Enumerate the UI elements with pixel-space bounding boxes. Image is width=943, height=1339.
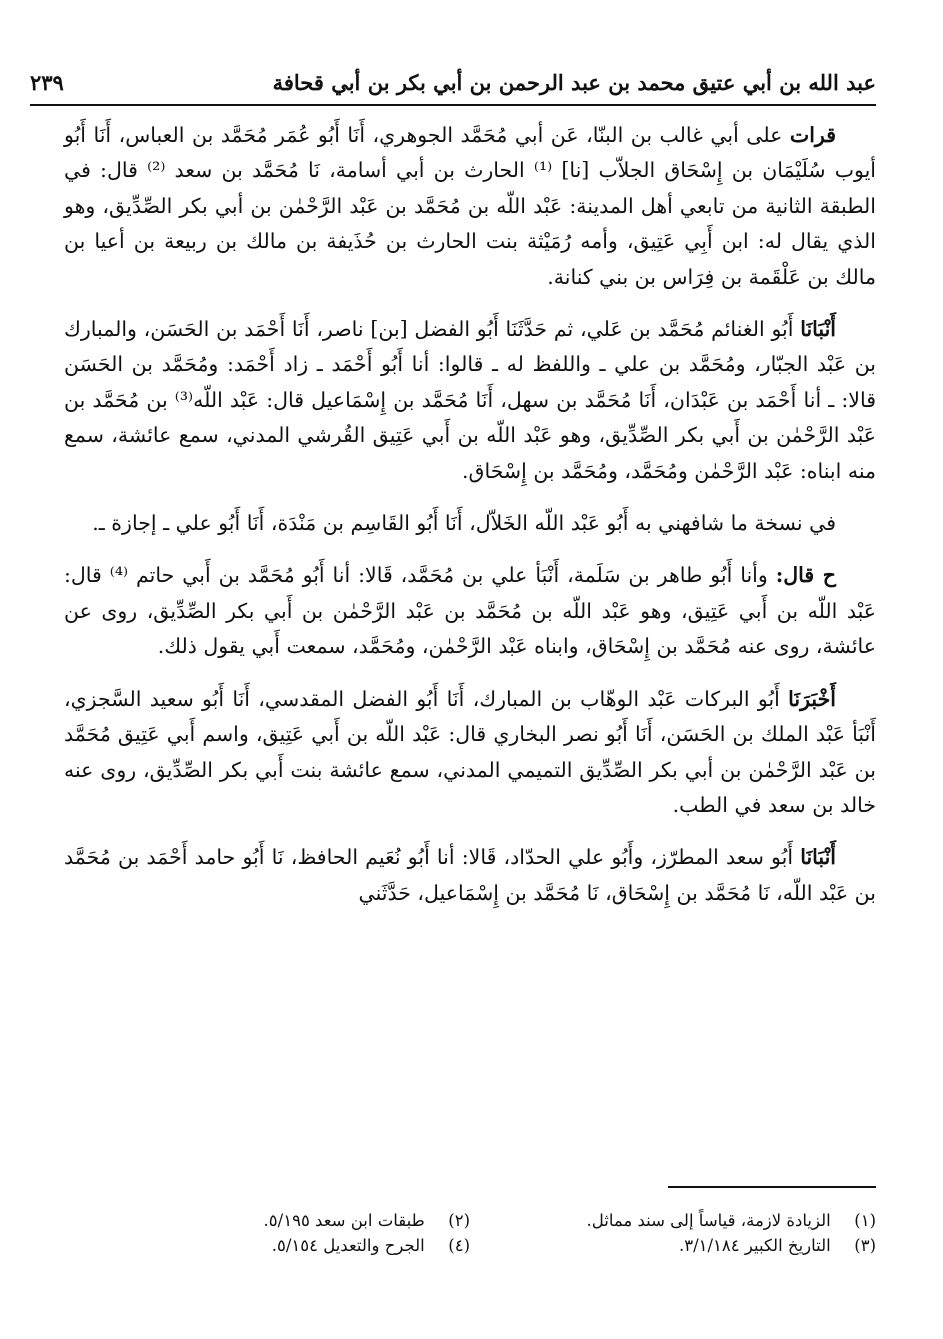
footnote-number: (٣) xyxy=(854,1236,876,1255)
footnote-number: (٤) xyxy=(448,1236,470,1255)
paragraph xyxy=(64,840,876,911)
footnote-text: التاريخ الكبير ٣/١/١٨٤. xyxy=(678,1236,831,1255)
footnote-divider xyxy=(668,1186,876,1188)
paragraph xyxy=(64,506,876,541)
paragraph-lead: أَخْبَرَنَا xyxy=(788,686,836,711)
paragraph-text: أَبُو الغنائم مُحَمَّد بن عَلي، ثم حَدَّثَنَا أَبُو الفضل [بن] ناصر، أَنَا أَحْمَد بن الحَسَن، والمبارك بن عَبْد الجبّار، ومُحَمَّد بن علي ـ واللفظ له ـ قالوا: أنا أَبُو أَحْمَد ـ زاد أَحْمَد: ومُحَمَّد بن الحَسَن قالا: ـ أنا أَحْمَد بن عَبْدَان، أَنَا مُحَمَّد بن سهل، أَنَا مُحَمَّد بن إِسْمَاعيل قال: عَبْد اللّه⁽³⁾ بن مُحَمَّد بن عَبْد الرَّحْمٰن بن أَبي بكر الصِّدِّيق، وهو عَبْد اللّه بن أَبي عَتِيق القُرشي المدني، سمع عائشة، سمع منه ابناه: عَبْد الرَّحْمٰن ومُحَمَّد، ومُحَمَّد بن إِسْحَاق. xyxy=(64,317,877,483)
paragraph-text: أَبُو البركات عَبْد الوهّاب بن المبارك، أَنَا أَبُو الفضل المقدسي، أَنَا أَبُو سعيد السَّجزي، أَنْبَأ عَبْد الملك بن الحَسَن، أَنَا أَبُو نصر البخاري قال: عَبْد اللّه بن أَبي عَتِيق، واسم أَبي عَتِيق مُحَمَّد بن عَبْد الرَّحْمٰن بن أبي بكر الصِّدِّيق التميمي المدني، سمع عائشة بنت أَبي بكر الصِّدِّيق، روى عنه خالد بن سعد في الطب. xyxy=(64,686,876,817)
footnote-text: الجرح والتعديل ٥/١٥٤. xyxy=(271,1236,425,1255)
paragraph xyxy=(64,682,876,824)
paragraph xyxy=(64,312,876,489)
footnote-text: طبقات ابن سعد ٥/١٩٥. xyxy=(263,1211,425,1230)
page-header xyxy=(30,66,876,98)
footnote xyxy=(110,1208,470,1233)
paragraph-lead: ح قال: xyxy=(775,563,836,588)
paragraph-text: أَبُو سعد المطرّز، وأَبُو علي الحدّاد، قَالا: أنا أَبُو نُعَيم الحافظ، نَا أَبُو حامد أَحْمَد بن مُحَمَّد بن عَبْد اللّه، نَا مُحَمَّد بن إِسْحَاق، نَا مُحَمَّد بن إِسْمَاعيل، حَدَّثَني xyxy=(64,845,876,905)
paragraph-lead: قرات xyxy=(789,123,836,147)
paragraph-text: في نسخة ما شافهني به أَبُو عَبْد اللّه الخَلاّل، أَنَا أَبُو القَاسِم بن مَنْدَة، أَنَا أَبُو علي ـ إجازة ـ. xyxy=(92,511,836,536)
running-title: عبد الله بن أبي عتيق محمد بن عبد الرحمن بن أبي بكر بن أبي قحافة xyxy=(272,69,876,95)
main-text xyxy=(64,118,876,1166)
footnotes-left-column xyxy=(110,1208,470,1278)
paragraph-text: على أبي غالب بن البنّا، عَن أبي مُحَمَّد الجوهري، أَنَا أَبُو عُمَر مُحَمَّد بن العباس، أَنَا أَبُو أيوب سُلَيْمَان بن إِسْحَاق الجلاّب [نا] ⁽¹⁾ الحارث بن أبي أسامة، نَا مُحَمَّد بن سعد ⁽²⁾ قال: في الطبقة الثانية من تابعي أهل المدينة: عَبْد اللّه بن مُحَمَّد بن عَبْد الرَّحْمٰن بن أبي بكر الصِّدِّيق، وهو الذي يقال له: ابن أَبِي عَتِيق، وأمه رُمَيْثة بنت الحارث بن حُذَيفة بن مالك بن ربيعة بن أعيا بن مالك بن عَلْقَمة بن فِرَاس بن بني كنانة. xyxy=(64,123,876,289)
paragraph xyxy=(64,118,876,295)
footnote-number: (١) xyxy=(854,1211,876,1230)
footnotes xyxy=(110,1208,876,1278)
paragraph-lead: أَنْبَانَا xyxy=(800,845,836,870)
footnotes-right-column xyxy=(516,1208,876,1278)
footnote xyxy=(110,1233,470,1258)
footnote xyxy=(516,1208,876,1233)
footnote-number: (٢) xyxy=(448,1211,470,1230)
footnote-text: الزيادة لازمة، قياساً إلى سند مماثل. xyxy=(586,1211,831,1230)
paragraph-text: وأنا أَبُو طاهر بن سَلَمة، أَنْبَأ علي بن مُحَمَّد، قَالا: أنا أَبُو مُحَمَّد بن أَبي حاتم ⁽⁴⁾ قال: عَبْد اللّه بن أَبي عَتِيق، وهو عَبْد اللّه بن مُحَمَّد بن عَبْد الرَّحْمٰن بن أَبي بكر الصِّدِّيق، روى عن عائشة، روى عنه مُحَمَّد بن إِسْحَاق، وابناه عَبْد الرَّحْمٰن، ومُحَمَّد، سمعت أَبي يقول ذلك. xyxy=(64,563,876,659)
paragraph xyxy=(64,558,876,664)
header-divider xyxy=(30,104,876,106)
paragraph-lead: أَنْبَانَا xyxy=(800,317,836,342)
footnote xyxy=(516,1233,876,1258)
page-number: ٢٣٩ xyxy=(30,69,64,95)
